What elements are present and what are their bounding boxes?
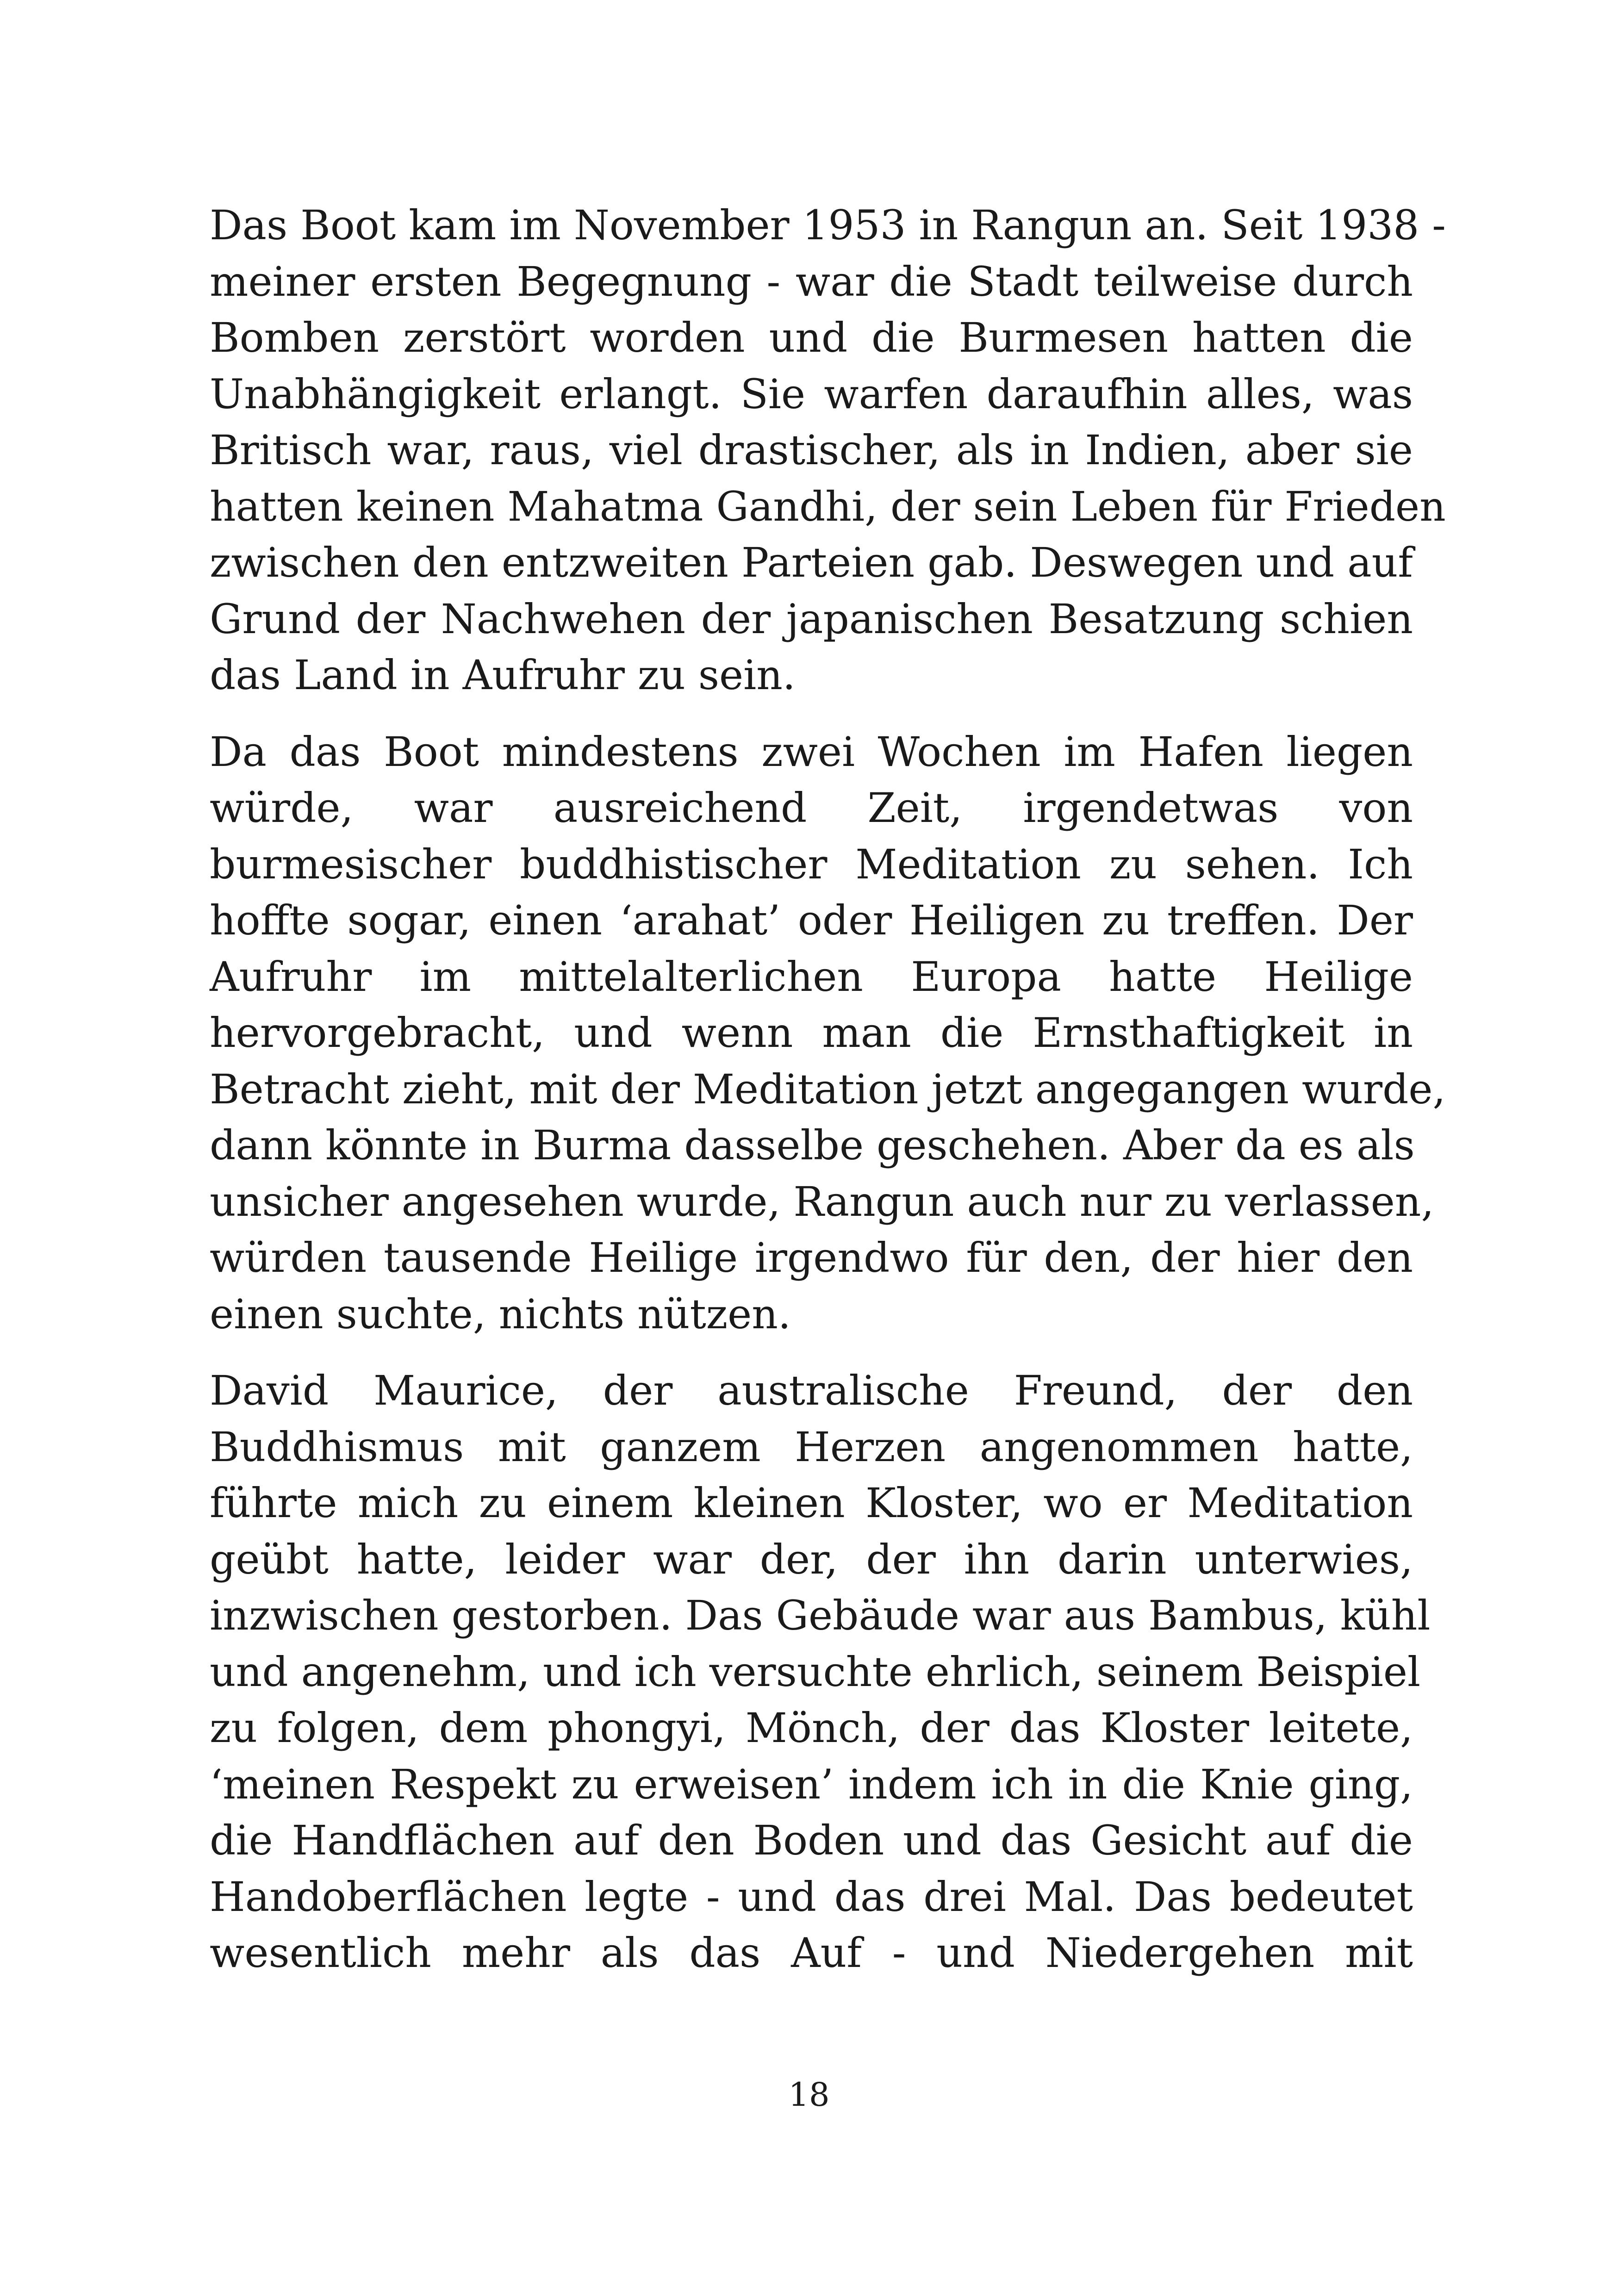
text-line: und angenehm, und ich versuchte ehrlich, seinem Beispiel [210, 1648, 1421, 1696]
text-line: wesentlich mehr als das Auf - und Niedergehen mit [210, 1929, 1413, 1977]
page-number: 18 [788, 2076, 830, 2114]
text-line: Betracht zieht, mit der Meditation jetzt angegangen wurde, [210, 1065, 1446, 1113]
text-line: würden tausende Heilige irgendwo für den, der hier den [210, 1234, 1413, 1282]
paragraph-1 [210, 197, 1446, 703]
text-line: führte mich zu einem kleinen Kloster, wo er Meditation [210, 1479, 1413, 1527]
body-text [210, 197, 1446, 2002]
paragraph-3 [210, 1363, 1431, 1981]
text-line: Bomben zerstört worden und die Burmesen hatten die [210, 314, 1413, 361]
text-line: ‘meinen Respekt zu erweisen’ indem ich in die Knie ging, [210, 1760, 1413, 1808]
text-line: Unabhängigkeit erlangt. Sie warfen daraufhin alles, was [210, 370, 1413, 418]
text-line: dann könnte in Burma dasselbe geschehen. Aber da es als [210, 1121, 1415, 1169]
text-line: Da das Boot mindestens zwei Wochen im Hafen liegen [210, 728, 1413, 776]
text-line: Aufruhr im mittelalterlichen Europa hatte Heilige [210, 952, 1413, 1001]
text-line: inzwischen gestorben. Das Gebäude war aus Bambus, kühl [210, 1592, 1431, 1639]
paragraph-2 [210, 724, 1446, 1343]
text-line: burmesischer buddhistischer Meditation zu sehen. Ich [210, 840, 1413, 888]
text-line: Grund der Nachwehen der japanischen Besatzung schien [210, 595, 1413, 643]
text-line: geübt hatte, leider war der, der ihn darin unterwies, [210, 1535, 1413, 1583]
text-line: meiner ersten Begegnung - war die Stadt teilweise durch [210, 257, 1413, 305]
text-line: hoffte sogar, einen ‘arahat’ oder Heiligen zu treffen. Der [210, 896, 1413, 944]
text-line: Britisch war, raus, viel drastischer, als in Indien, aber sie [210, 426, 1413, 474]
text-line: unsicher angesehen wurde, Rangun auch nur zu verlassen, [210, 1177, 1434, 1226]
text-line: hatten keinen Mahatma Gandhi, der sein Leben für Frieden [210, 482, 1446, 530]
text-line: zwischen den entzweiten Parteien gab. Deswegen und auf [210, 539, 1413, 586]
text-line: Das Boot kam im November 1953 in Rangun an. Seit 1938 - [210, 201, 1446, 249]
text-line: Handoberflächen legte - und das drei Mal. Das bedeutet [210, 1873, 1413, 1921]
text-line: David Maurice, der australische Freund, der den [210, 1367, 1413, 1414]
text-line: Buddhismus mit ganzem Herzen angenommen hatte, [210, 1423, 1413, 1471]
text-line: das Land in Aufruhr zu sein. [210, 651, 796, 699]
text-line: zu folgen, dem phongyi, Mönch, der das Kloster leitete, [210, 1704, 1413, 1752]
text-line: einen suchte, nichts nützen. [210, 1290, 791, 1338]
text-line: würde, war ausreichend Zeit, irgendetwas von [210, 784, 1413, 832]
text-line: hervorgebracht, und wenn man die Ernsthaftigkeit in [210, 1009, 1413, 1057]
text-line: die Handflächen auf den Boden und das Gesicht auf die [210, 1817, 1413, 1864]
